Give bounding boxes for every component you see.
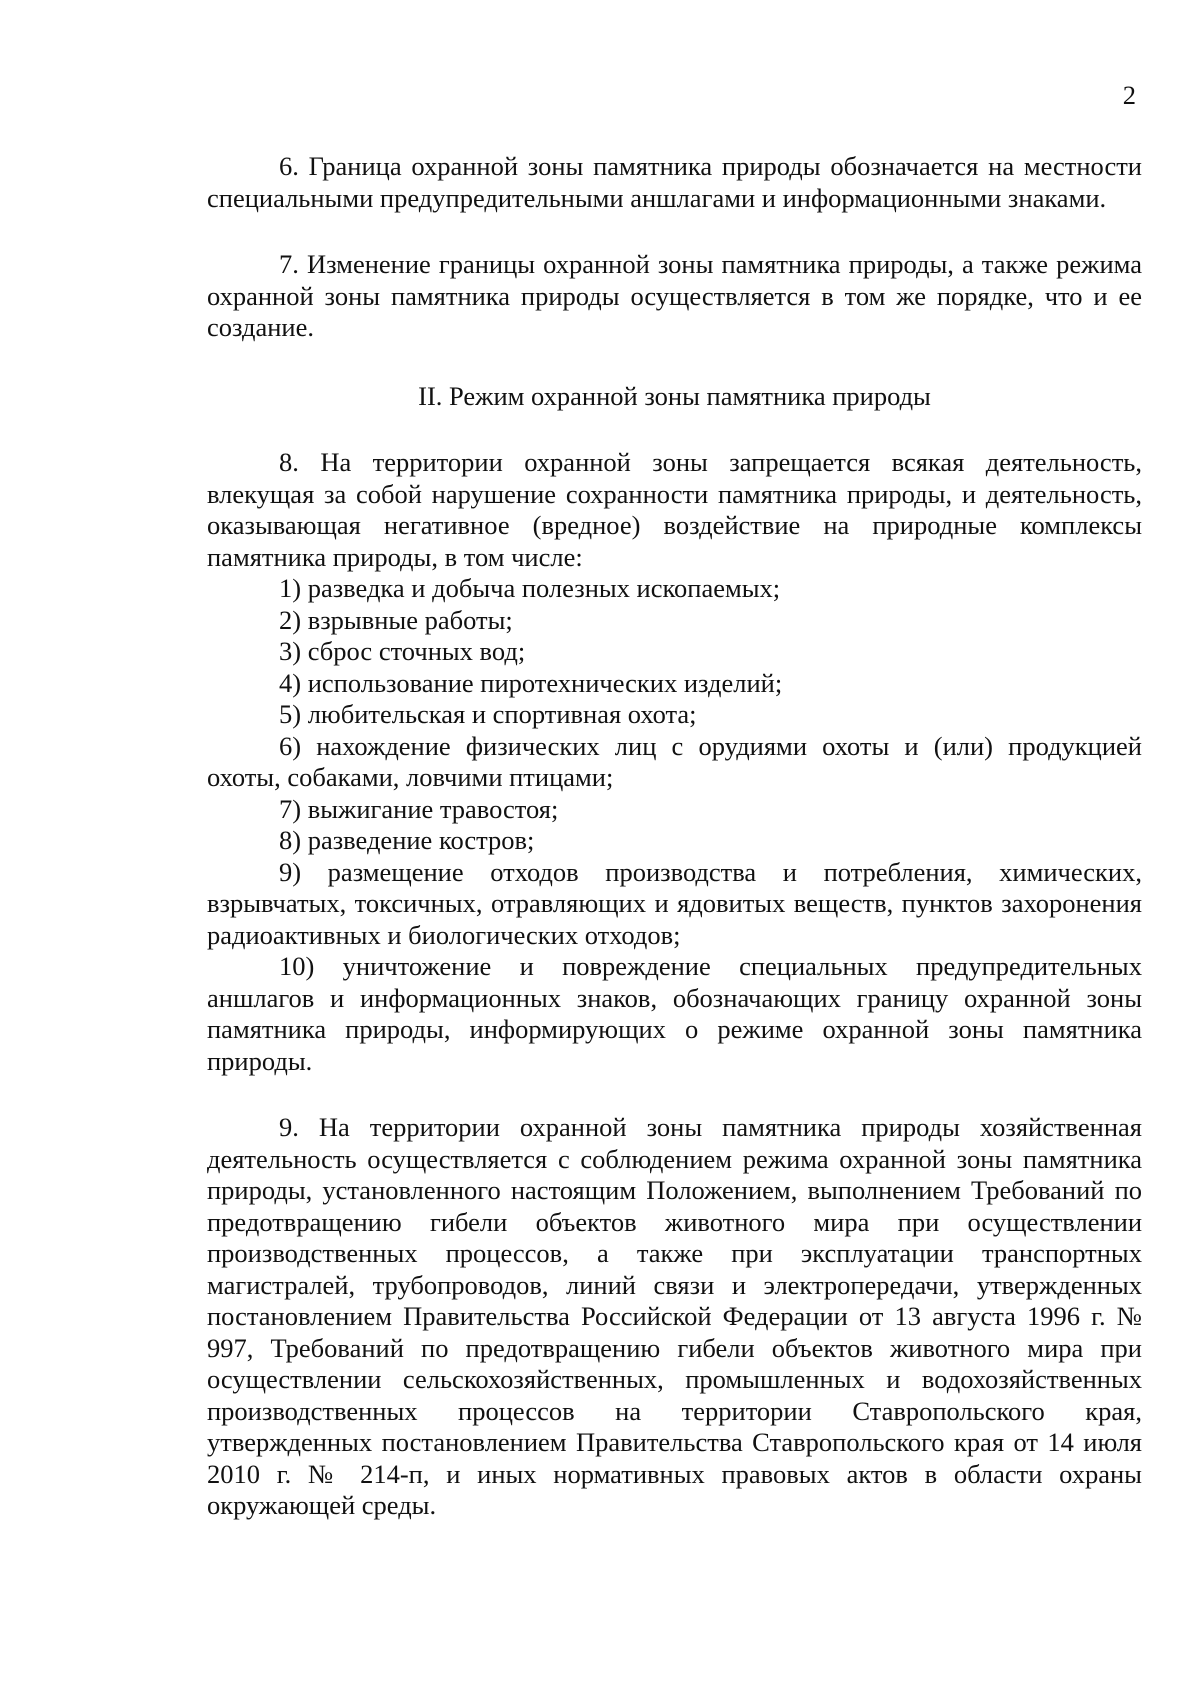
- list-item: 4) использование пиротехнических изделий;: [279, 667, 783, 698]
- list-item: 8) разведение костров;: [279, 825, 535, 855]
- list-item: 6) нахождение физических лиц с орудиями охоты и (или) продукцией охоты, собаками, ловчими птицами;: [207, 730, 1142, 792]
- section-heading: II. Режим охранной зоны памятника природы: [418, 380, 931, 411]
- paragraph-8: 8. На территории охранной зоны запрещается всякая деятельность, влекущая за собой нарушение сохранности памятника природы, и деятельность, оказывающая негативное (вредное) воздействие на природные комплексы памятника природы, в том числе:: [207, 447, 1142, 572]
- list-item: 9) размещение отходов производства и потребления, химических, взрывчатых, токсичных, отравляющих и ядовитых веществ, пунктов захоронения радиоактивных и биологических отходов;: [207, 856, 1142, 950]
- list-item: 10) уничтожение и повреждение специальных предупредительных аншлагов и информационных знаков, обозначающих границу охранной зоны памятника природы, информирующих о режиме охранной зоны памятника природы.: [207, 951, 1142, 1076]
- paragraph-7: 7. Изменение границы охранной зоны памятника природы, а также режима охранной зоны памятника природы осуществляется в том же порядке, что и ее создание.: [207, 249, 1142, 342]
- list-item: 1) разведка и добыча полезных ископаемых;: [279, 573, 781, 603]
- document-body: [207, 151, 1142, 1522]
- list-item: 2) взрывные работы;: [279, 604, 513, 635]
- paragraph-6: 6. Граница охранной зоны памятника природы обозначается на местности специальными предупредительными аншлагами и информационными знаками.: [207, 151, 1142, 213]
- list-item: 5) любительская и спортивная охота;: [279, 699, 697, 729]
- list-item: 7) выжигание травостоя;: [279, 793, 559, 824]
- page-number: 2: [1122, 80, 1136, 110]
- paragraph-9: 9. На территории охранной зоны памятника природы хозяйственная деятельность осуществляется с соблюдением режима охранной зоны памятника природы, установленного настоящим Положением, выполнением Требований по предотвращению гибели объектов животного мира при осуществлении производственных процессов, а также при эксплуатации транспортных магистралей, трубопроводов, линий связи и электропередачи, утвержденных постановлением Правительства Российской Федерации от 13 августа 1996 г. № 997, Требований по предотвращению гибели объектов животного мира при осуществлении сельскохозяйственных, промышленных и водохозяйственных производственных процессов на территории Ставропольского края, утвержденных постановлением Правительства Ставропольского края от 14 июля 2010 г. № 214-п, и иных нормативных правовых актов в области охраны окружающей среды.: [207, 1112, 1142, 1520]
- list-item: 3) сброс сточных вод;: [279, 636, 526, 666]
